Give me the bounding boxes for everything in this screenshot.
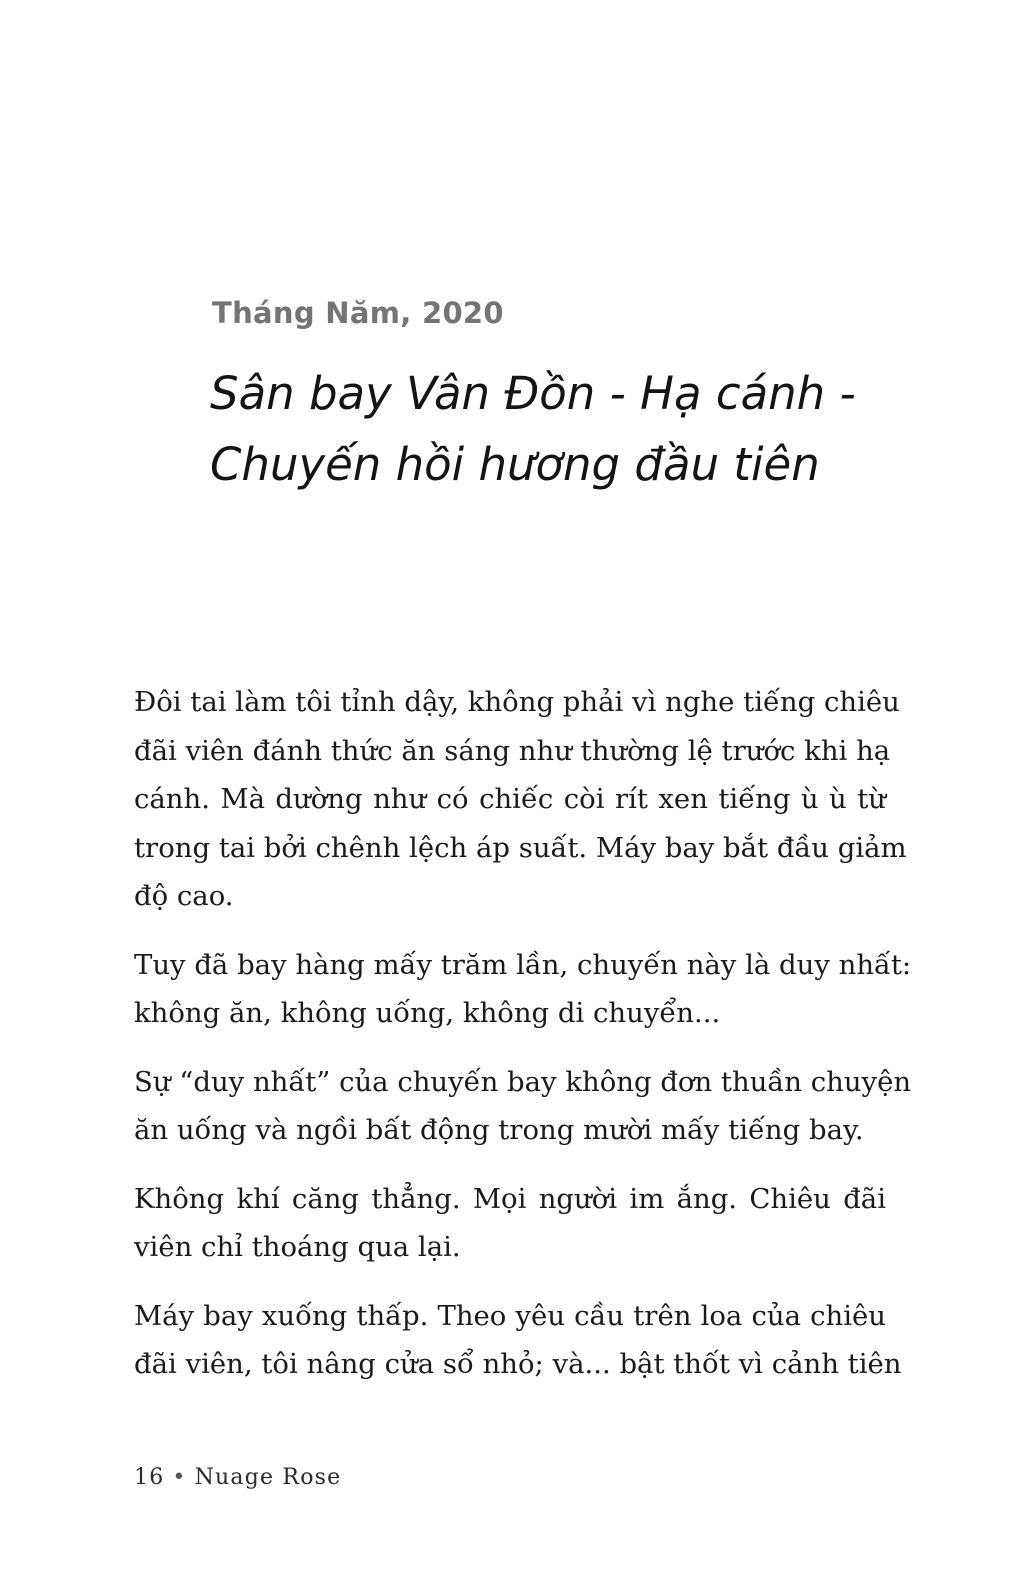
chapter-date: Tháng Năm, 2020: [212, 296, 504, 330]
page-number: 16: [134, 1465, 165, 1490]
bullet-separator: •: [172, 1465, 187, 1490]
paragraph: [134, 1292, 902, 1389]
text-line: trong tai bởi chênh lệch áp suất. Máy bay bắt đầu giảm: [134, 831, 907, 864]
text-line: đãi viên đánh thức ăn sáng như thường lệ trước khi hạ: [134, 734, 891, 767]
chapter-title: [210, 358, 930, 500]
body-text: [134, 678, 912, 1409]
book-title: Nuage Rose: [194, 1465, 342, 1490]
paragraph: [134, 678, 907, 921]
text-line: đãi viên, tôi nâng cửa sổ nhỏ; và... bật thốt vì cảnh tiên: [134, 1348, 902, 1380]
text-line: viên chỉ thoáng qua lại.: [134, 1231, 461, 1263]
chapter-title-line: Chuyến hồi hương đầu tiên: [210, 438, 820, 491]
text-line: Đôi tai làm tôi tỉnh dậy, không phải vì nghe tiếng chiêu: [134, 686, 900, 718]
text-line: không ăn, không uống, không di chuyển...: [134, 997, 721, 1029]
chapter-title-line: Sân bay Vân Đồn - Hạ cánh -: [210, 367, 856, 420]
text-line: Máy bay xuống thấp. Theo yêu cầu trên loa của chiêu: [134, 1299, 886, 1332]
paragraph: [134, 1058, 912, 1155]
page-footer: [134, 1465, 341, 1490]
text-line: Tuy đã bay hàng mấy trăm lần, chuyến này là duy nhất:: [134, 948, 912, 981]
paragraph: [134, 1175, 886, 1272]
text-line: cánh. Mà dường như có chiếc còi rít xen tiếng ù ù từ: [134, 783, 886, 815]
text-line: ăn uống và ngồi bất động trong mười mấy tiếng bay.: [134, 1114, 864, 1146]
text-line: Sự “duy nhất” của chuyến bay không đơn thuần chuyện: [134, 1065, 912, 1098]
paragraph: [134, 941, 912, 1038]
text-line: độ cao.: [134, 880, 234, 912]
text-line: Không khí căng thẳng. Mọi người im ắng. Chiêu đãi: [134, 1182, 886, 1215]
